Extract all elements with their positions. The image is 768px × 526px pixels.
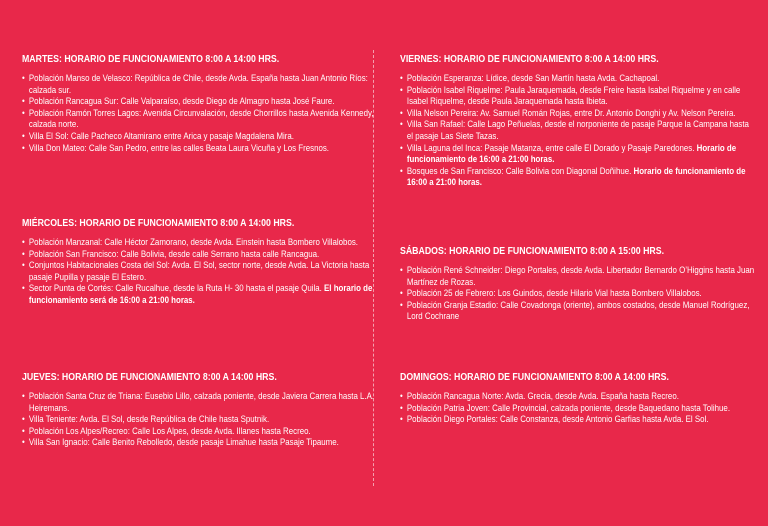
location-list xyxy=(22,73,372,154)
item-text: Población 25 de Febrero: Los Guindos, desde Hilario Vial hasta Bombero Villalobos. xyxy=(406,288,702,299)
location-list xyxy=(22,237,372,307)
item-text: Conjuntos Habitacionales Costa del Sol: Avda. El Sol, sector norte, desde Avda. La Victoria hasta pasaje Pupilla y pasaje El Estero. xyxy=(28,260,370,282)
item-text: Villa Don Mateo: Calle San Pedro, entre las calles Beata Laura Vicuña y Los Fresnos. xyxy=(28,142,330,153)
item-text: Población Santa Cruz de Triana: Eusebio Lillo, calzada poniente, desde Javiera Carrera hasta L.A. Heiremans. xyxy=(28,391,375,413)
item-text: Población Granja Estadio: Calle Covadonga (oriente), ambos costados, desde Manuel Rodríguez, Lord Cochrane xyxy=(406,299,750,322)
list-item xyxy=(22,249,377,261)
item-text: Villa San Rafael: Calle Lago Peñuelas, desde el norponiente de pasaje Parque la Campana hasta el pasaje Las Siete Tazas. xyxy=(406,119,749,141)
list-item xyxy=(400,85,755,108)
list-item xyxy=(22,73,377,96)
list-item xyxy=(22,96,377,108)
section-domingos xyxy=(400,372,750,426)
item-text: Bosques de San Francisco: Calle Bolivia con Diagonal Doñihue. xyxy=(406,165,632,176)
list-item xyxy=(22,260,377,283)
item-text: Población Patria Joven: Calle Provincial, calzada poniente, desde Baquedano hasta Tolihue. xyxy=(406,402,731,413)
list-item xyxy=(22,143,377,155)
list-item xyxy=(400,391,755,403)
section-sabados xyxy=(400,246,755,323)
section-heading: MIÉRCOLES: HORARIO DE FUNCIONAMIENTO 8:00 A 14:00 HRS. xyxy=(22,218,295,229)
list-item xyxy=(22,108,377,131)
item-text: Villa Teniente: Avda. El Sol, desde República de Chile hasta Sputnik. xyxy=(28,414,270,425)
section-heading: JUEVES: HORARIO DE FUNCIONAMIENTO 8:00 A 14:00 HRS. xyxy=(22,372,277,383)
item-text: Población René Schneider: Diego Portales, desde Avda. Libertador Bernardo O’Higgins hasta Juan Martínez de Rozas. xyxy=(406,265,755,287)
list-item xyxy=(400,166,755,189)
schedule-highlight: Horario de funcionamiento de 16:00 a 21:00 horas. xyxy=(406,165,746,188)
item-text: Sector Punta de Cortés: Calle Rucalhue, desde la Ruta H- 30 hasta el pasaje Quila. xyxy=(28,283,322,294)
section-viernes xyxy=(400,54,750,189)
list-item xyxy=(400,300,755,323)
schedule-highlight: El horario de funcionamiento será de 16:00 a 21:00 horas. xyxy=(28,283,373,305)
list-item xyxy=(22,426,377,438)
list-item xyxy=(22,414,377,426)
section-heading: MARTES: HORARIO DE FUNCIONAMIENTO 8:00 A 14:00 HRS. xyxy=(22,54,280,65)
location-list xyxy=(22,391,375,449)
section-jueves xyxy=(22,372,375,449)
location-list xyxy=(400,73,750,189)
item-text: Población Manso de Velasco: República de Chile, desde Avda. España hasta Juan Antonio Ríos: calzada sur. xyxy=(28,73,368,95)
section-heading: DOMINGOS: HORARIO DE FUNCIONAMIENTO 8:00 A 14:00 HRS. xyxy=(400,372,669,383)
item-text: Villa Nelson Pereira: Av. Samuel Román Rojas, entre Dr. Antonio Donghi y Av. Nelson Pereira. xyxy=(406,107,736,118)
section-heading: SÁBADOS: HORARIO DE FUNCIONAMIENTO 8:00 A 15:00 HRS. xyxy=(400,246,665,257)
location-list xyxy=(400,391,750,426)
item-text: Población San Francisco: Calle Bolivia, desde calle Serrano hasta calle Rancagua. xyxy=(28,248,320,259)
item-text: Población Ramón Torres Lagos: Avenida Circunvalación, desde Chorrillos hasta Avenida Kennedy, calzada norte. xyxy=(28,107,374,130)
item-text: Población Isabel Riquelme: Paula Jaraquemada, desde Freire hasta Isabel Riquelme y en calle Isabel Riquelme, desde Paula Jaraquemada hasta Ibieta. xyxy=(406,84,741,107)
item-text: Población Rancagua Sur: Calle Valparaíso, desde Diego de Almagro hasta José Faure. xyxy=(28,96,335,107)
section-miercoles xyxy=(22,218,372,307)
item-text: Villa Laguna del Inca: Pasaje Matanza, entre calle El Dorado y Pasaje Paredones. xyxy=(406,142,695,153)
list-item xyxy=(22,437,377,449)
item-text: Población Los Alpes/Recreo: Calle Los Alpes, desde Avda. Illanes hasta Recreo. xyxy=(28,425,311,436)
list-item xyxy=(400,414,755,426)
list-item xyxy=(400,73,755,85)
list-item xyxy=(400,119,755,142)
location-list xyxy=(400,265,755,323)
item-text: Villa San Ignacio: Calle Benito Rebolledo, desde pasaje Limahue hasta Pasaje Tipaume. xyxy=(28,437,339,448)
item-text: Villa El Sol: Calle Pacheco Altamirano entre Arica y pasaje Magdalena Mira. xyxy=(28,130,295,141)
list-item xyxy=(22,391,377,414)
schedule-highlight: Horario de funcionamiento de 16:00 a 21:00 horas. xyxy=(406,142,737,165)
list-item xyxy=(22,237,377,249)
list-item xyxy=(400,108,755,120)
item-text: Población Esperanza: Lídice, desde San Martín hasta Avda. Cachapoal. xyxy=(406,73,660,83)
item-text: Población Rancagua Norte: Avda. Grecia, desde Avda. España hasta Recreo. xyxy=(406,391,679,401)
item-text: Población Diego Portales: Calle Constanza, desde Antonio Garfias hasta Avda. El Sol. xyxy=(406,414,709,425)
list-item xyxy=(400,288,755,300)
list-item xyxy=(400,403,755,415)
list-item xyxy=(400,265,755,288)
list-item xyxy=(22,131,377,143)
section-martes xyxy=(22,54,372,154)
item-text: Población Manzanal: Calle Héctor Zamorano, desde Avda. Einstein hasta Bombero Villalobos. xyxy=(28,237,359,247)
section-heading: VIERNES: HORARIO DE FUNCIONAMIENTO 8:00 A 14:00 HRS. xyxy=(400,54,659,65)
list-item xyxy=(400,143,755,166)
list-item xyxy=(22,283,377,306)
